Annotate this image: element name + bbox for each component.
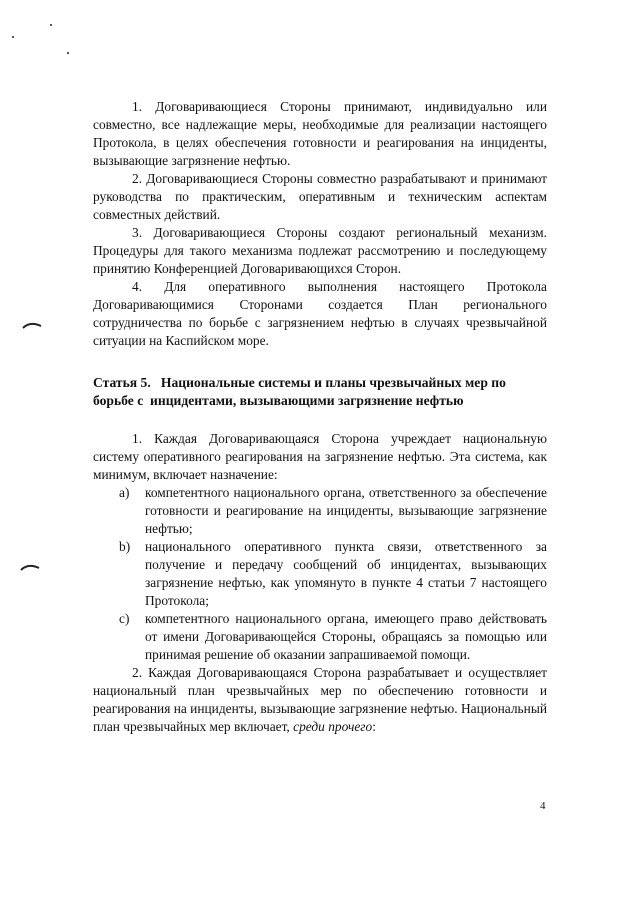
scan-speck: [50, 24, 52, 26]
list-marker: b): [119, 539, 131, 554]
list-item: [93, 484, 547, 538]
paragraph-4: 4. Для оперативного выполнения настоящего Протокола Договаривающимися Сторонами создается План регионального сотрудничества по борьбе с загрязнением нефтью в случаях чрезвычайной ситуации на Каспийском море.: [93, 279, 547, 348]
paragraph-2-end: :: [372, 719, 376, 734]
designation-list: [93, 484, 547, 664]
scan-speck: [12, 36, 14, 38]
list-text: компетентного национального органа, ответственного за обеспечение готовности и реагирование на инциденты, вызывающие загрязнение нефтью;: [145, 485, 547, 536]
paragraph-3: 3. Договаривающиеся Стороны создают региональный механизм. Процедуры для такого механизма подлежат рассмотрению и последующему принятию Конференцией Договаривающихся Сторон.: [93, 225, 547, 276]
list-item: [93, 538, 547, 610]
article-paragraph-2: [93, 664, 547, 736]
margin-mark-icon: [22, 321, 42, 329]
paragraph-2-main: 2. Каждая Договаривающаяся Сторона разрабатывает и осуществляет национальный план чрезвычайных мер по обеспечению готовности и реагирования на инциденты, вызывающие загрязнение нефтью. Национальный план чрезвычайных мер включает,: [93, 665, 547, 734]
article-heading: Статья 5. Национальные системы и планы чрезвычайных мер по борьбе с инцидентами, вызывающими загрязнение нефтью: [93, 375, 510, 408]
list-marker: c): [119, 611, 130, 626]
paragraph-1: 1. Договаривающиеся Стороны принимают, индивидуально или совместно, все надлежащие меры, необходимые для реализации настоящего Протокола, в целях обеспечения готовности и реагирования на инциденты, вызывающие загрязнение нефтью.: [93, 99, 547, 168]
article-body: [93, 430, 547, 736]
list-marker: a): [119, 485, 130, 500]
list-text: компетентного национального органа, имеющего право действовать от имени Договаривающейся Стороны, обращаясь за помощью или принимая решение об оказании запрашиваемой помощи.: [145, 611, 547, 662]
article-paragraph-1: 1. Каждая Договаривающаяся Сторона учреждает национальную систему оперативного реагирования на загрязнение нефтью. Эта система, как минимум, включает назначение:: [93, 431, 547, 482]
scan-speck: [67, 52, 69, 54]
list-item: [93, 610, 547, 664]
page-number: 4: [540, 800, 546, 812]
list-text: национального оперативного пункта связи, ответственного за получение и передачу сообщений об инцидентах, вызывающих загрязнение нефтью, как упомянуто в пункте 4 статьи 7 настоящего Протокола;: [145, 539, 547, 608]
paragraphs-top: [93, 98, 547, 350]
margin-mark-icon: [20, 563, 40, 571]
paragraph-2: 2. Договаривающиеся Стороны совместно разрабатывают и принимают руководства по практическим, оперативным и техническим аспектам совместных действий.: [93, 171, 547, 222]
paragraph-2-italic: среди прочего: [293, 719, 373, 734]
